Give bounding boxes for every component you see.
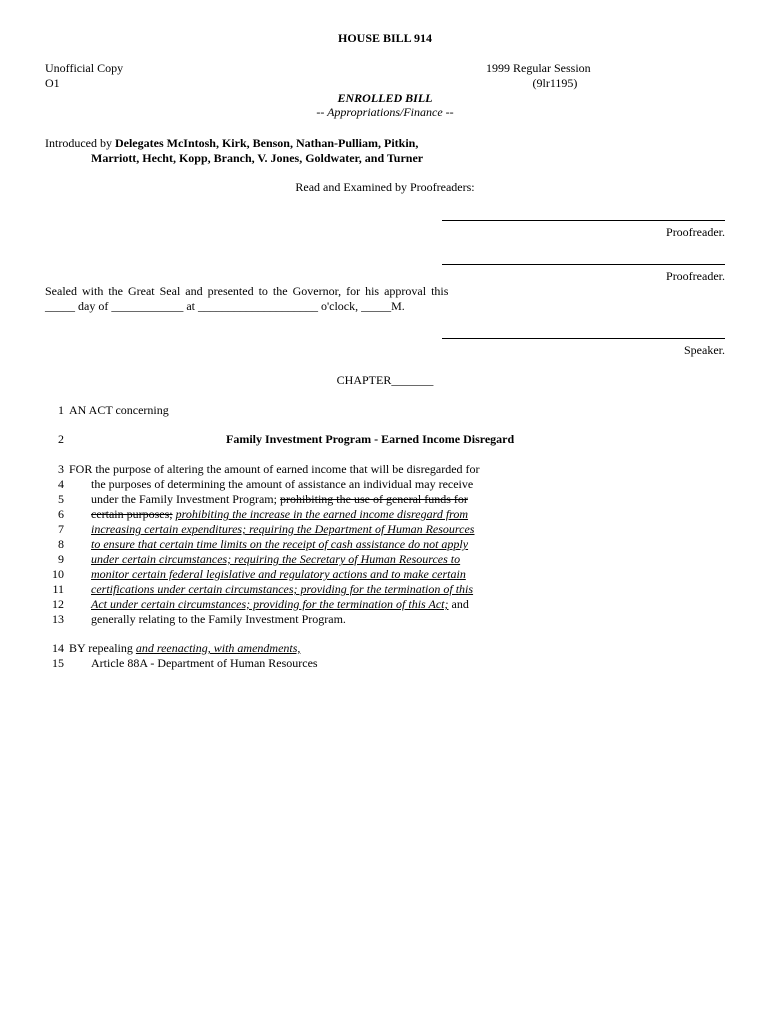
inserted-text: certifications under certain circumstances; providing for the termination of this — [91, 582, 474, 596]
bill-line — [40, 567, 466, 582]
stricken-text: certain purposes; — [91, 507, 173, 521]
introduced-prefix: Introduced by — [45, 136, 115, 150]
subject-code: O1 — [45, 76, 60, 90]
purpose-text-plain: under the Family Investment Program; — [91, 492, 280, 506]
bill-line — [40, 477, 474, 492]
inserted-text: monitor certain federal legislative and regulatory actions and to make certain — [91, 567, 466, 581]
sponsors-line-2: Marriott, Hecht, Kopp, Branch, V. Jones, Goldwater, and Turner — [91, 151, 424, 165]
unofficial-copy-label: Unofficial Copy — [45, 61, 124, 75]
bill-line — [40, 656, 318, 671]
speaker-label: Speaker. — [684, 343, 725, 357]
bill-line — [40, 612, 346, 627]
line-number: 13 — [52, 612, 64, 626]
bill-line — [40, 582, 474, 597]
repealing-plain: BY repealing — [69, 641, 136, 655]
proofreaders-heading: Read and Examined by Proofreaders: — [295, 180, 475, 194]
line-number: 5 — [58, 492, 64, 506]
purpose-text: generally relating to the Family Investment Program. — [91, 612, 346, 626]
bill-line — [40, 641, 301, 656]
bill-line — [40, 597, 469, 612]
article-reference: Article 88A - Department of Human Resources — [91, 656, 318, 670]
bill-line — [40, 537, 469, 552]
bill-line — [40, 552, 461, 567]
chapter-label: CHAPTER_______ — [336, 373, 434, 387]
line-number: 6 — [58, 507, 64, 521]
inserted-text: and reenacting, with amendments, — [135, 641, 301, 655]
proofreader-2-signature-line — [442, 264, 725, 265]
inserted-text: prohibiting the increase in the earned income disregard from — [175, 507, 469, 521]
session-label: 1999 Regular Session — [486, 61, 591, 75]
enrolled-bill-label: ENROLLED BILL — [337, 91, 433, 105]
drafting-number: (9lr1195) — [532, 76, 578, 90]
line-number: 4 — [58, 477, 64, 491]
inserted-text: to ensure that certain time limits on the receipt of cash assistance do not apply — [91, 537, 469, 551]
sealed-line-1: Sealed with the Great Seal and presented to the Governor, for his approval this — [45, 284, 449, 298]
line-number: 1 — [58, 403, 64, 417]
sponsors-line-1: Delegates McIntosh, Kirk, Benson, Nathan-Pulliam, Pitkin, — [114, 136, 419, 150]
inserted-text: increasing certain expenditures; requiring the Department of Human Resources — [91, 522, 475, 536]
proofreader-2-label: Proofreader. — [666, 269, 725, 283]
purpose-text-plain: and — [448, 597, 469, 611]
line-number: 15 — [52, 656, 64, 670]
bill-line — [40, 522, 475, 537]
bill-line — [40, 507, 469, 522]
line-number: 12 — [52, 597, 64, 611]
act-concerning: AN ACT concerning — [69, 403, 169, 417]
line-number: 14 — [52, 641, 64, 655]
bill-line — [40, 432, 740, 447]
committee-label: -- Appropriations/Finance -- — [316, 105, 454, 119]
purpose-text — [91, 492, 468, 507]
line-number: 9 — [58, 552, 64, 566]
bill-line — [40, 462, 480, 477]
line-number: 7 — [58, 522, 64, 536]
bill-subject-heading: Family Investment Program - Earned Income Disregard — [226, 432, 515, 446]
bill-line — [40, 403, 169, 418]
purpose-text: the purposes of determining the amount of assistance an individual may receive — [91, 477, 474, 491]
introduced-by — [45, 136, 418, 151]
line-number: 11 — [52, 582, 64, 596]
bill-line — [40, 492, 468, 507]
bill-title: HOUSE BILL 914 — [337, 31, 433, 45]
proofreader-1-label: Proofreader. — [666, 225, 725, 239]
line-number: 10 — [52, 567, 64, 581]
inserted-text: under certain circumstances; requiring the Secretary of Human Resources to — [91, 552, 461, 566]
line-number: 8 — [58, 537, 64, 551]
speaker-signature-line — [442, 338, 725, 339]
proofreader-1-signature-line — [442, 220, 725, 221]
purpose-text — [91, 507, 468, 522]
purpose-text: FOR the purpose of altering the amount of earned income that will be disregarded for — [69, 462, 480, 476]
line-number: 2 — [58, 432, 64, 446]
line-number: 3 — [58, 462, 64, 476]
inserted-text: Act under certain circumstances; providing for the termination of this Act; — [91, 597, 449, 611]
purpose-text — [91, 597, 469, 612]
sealed-line-2: _____ day of ____________ at ____________________ o'clock, _____M. — [45, 299, 405, 313]
repealing-text — [69, 641, 300, 656]
stricken-text: prohibiting the use of general funds for — [279, 492, 468, 506]
